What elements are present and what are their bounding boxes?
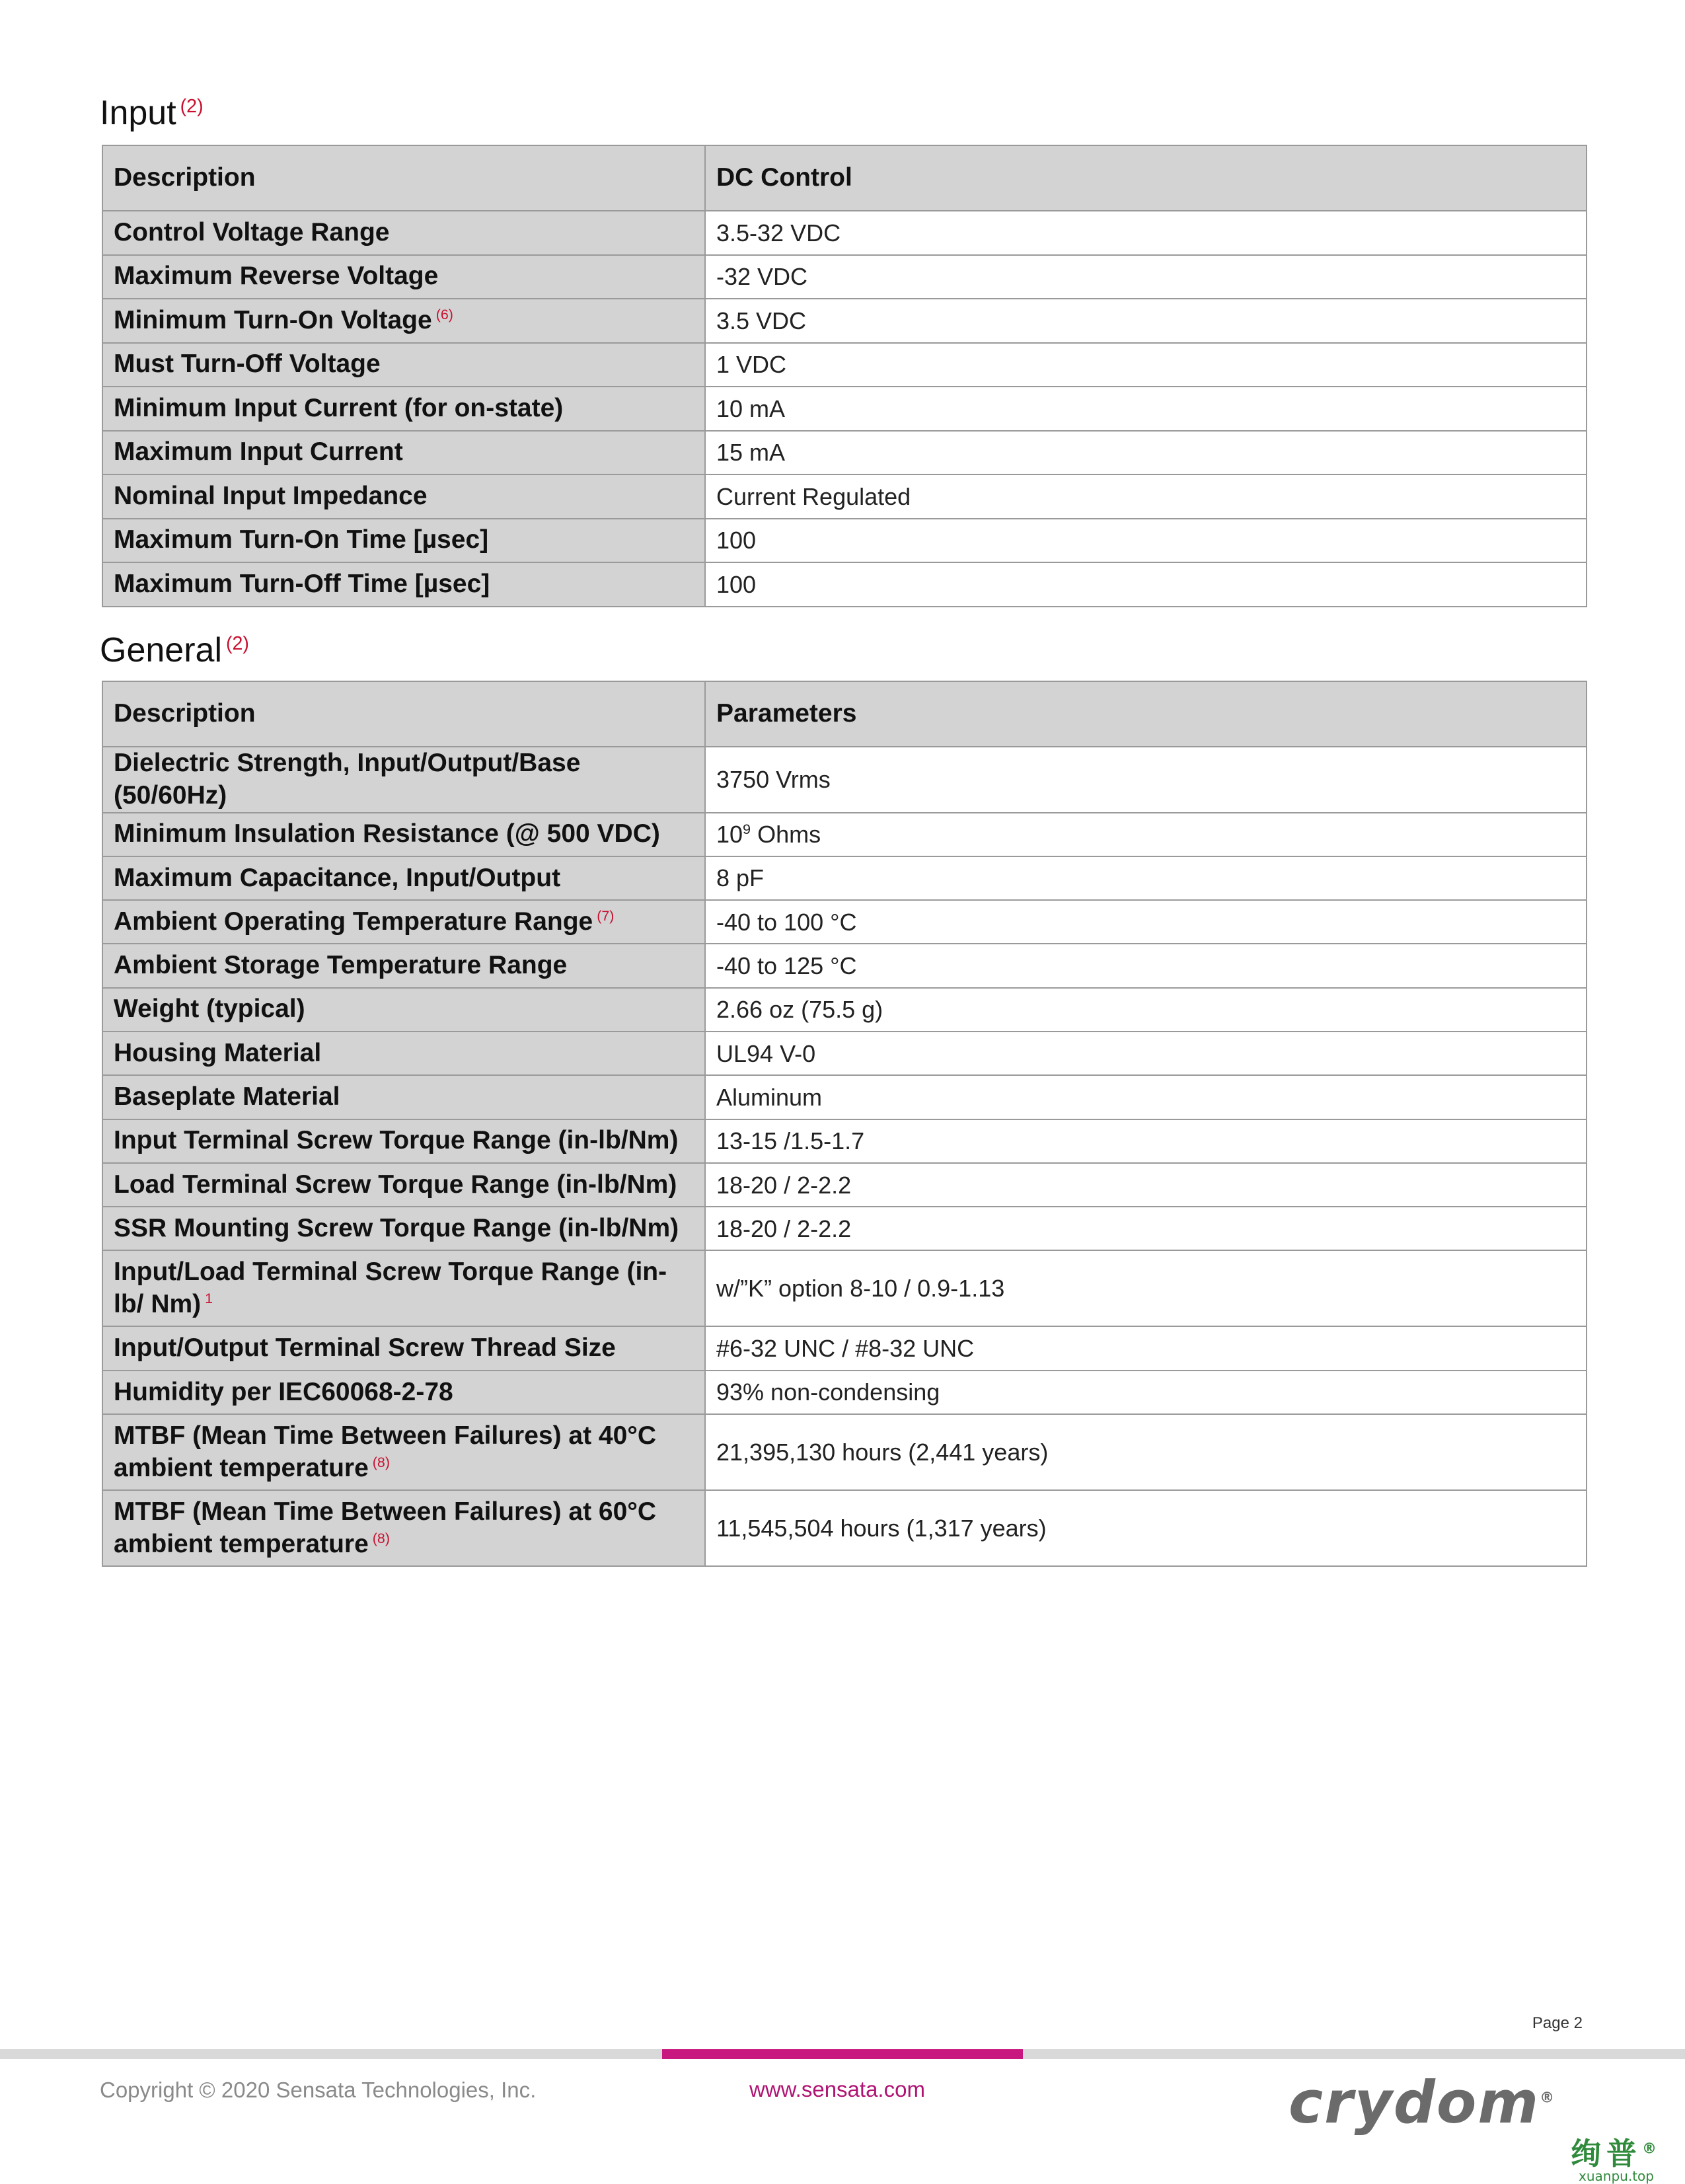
row-value bbox=[705, 944, 1587, 987]
input-title-note: (2) bbox=[180, 95, 204, 117]
footnote-ref: (8) bbox=[372, 1454, 390, 1470]
row-label: Maximum Input Current bbox=[114, 437, 403, 467]
row-label: Housing Material bbox=[114, 1038, 322, 1067]
table-row bbox=[102, 562, 1587, 607]
row-value bbox=[705, 387, 1587, 431]
row-label: MTBF (Mean Time Between Failures) at 40°C ambient temperature bbox=[114, 1421, 657, 1482]
row-label: Ambient Storage Temperature Range bbox=[114, 951, 568, 980]
row-description bbox=[102, 474, 705, 519]
value-text: 11,545,504 hours (1,317 years) bbox=[716, 1515, 1047, 1542]
value-text: Current Regulated bbox=[716, 482, 911, 510]
table-row bbox=[102, 519, 1587, 563]
row-label: Minimum Turn-On Voltage bbox=[114, 305, 432, 334]
row-value bbox=[705, 1371, 1587, 1414]
row-description bbox=[102, 900, 705, 944]
table-row bbox=[102, 1032, 1587, 1075]
row-label: Maximum Capacitance, Input/Output bbox=[114, 863, 561, 892]
general-spec-table bbox=[102, 681, 1587, 1567]
table-row bbox=[102, 1207, 1587, 1250]
value-unit: Ohms bbox=[751, 821, 821, 848]
value-text: 100 bbox=[716, 527, 757, 554]
general-section-title: General $^{(2)}$ bbox=[100, 631, 249, 669]
row-description bbox=[102, 944, 705, 987]
table-row bbox=[102, 944, 1587, 987]
row-value bbox=[705, 299, 1587, 343]
table-row bbox=[102, 1163, 1587, 1207]
row-label: Ambient Operating Temperature Range bbox=[114, 907, 593, 936]
row-label: MTBF (Mean Time Between Failures) at 60°C ambient temperature bbox=[114, 1497, 657, 1558]
table-row bbox=[102, 474, 1587, 519]
table-row bbox=[102, 1371, 1587, 1414]
header-parameters: Parameters bbox=[705, 681, 1587, 747]
row-value bbox=[705, 1075, 1587, 1119]
value-text: Aluminum bbox=[716, 1083, 823, 1111]
row-label: Maximum Turn-Off Time [µsec] bbox=[114, 569, 490, 598]
row-label: Maximum Turn-On Time [µsec] bbox=[114, 525, 489, 554]
row-label: Control Voltage Range bbox=[114, 217, 390, 246]
table-row bbox=[102, 255, 1587, 299]
row-value bbox=[705, 1490, 1587, 1566]
value-text: #6-32 UNC / #8-32 UNC bbox=[716, 1335, 975, 1363]
value-text: 15 mA bbox=[716, 439, 786, 467]
page-number: Page 2 bbox=[1532, 2014, 1583, 2032]
row-value bbox=[705, 747, 1587, 813]
value-text: 18-20 / 2-2.2 bbox=[716, 1215, 852, 1242]
table-row bbox=[102, 856, 1587, 900]
row-value bbox=[705, 1414, 1587, 1490]
value-text: 8 pF bbox=[716, 864, 765, 892]
table-row bbox=[102, 387, 1587, 431]
row-label: Input/Output Terminal Screw Thread Size bbox=[114, 1334, 616, 1363]
row-description bbox=[102, 519, 705, 563]
table-row bbox=[102, 1075, 1587, 1119]
row-value bbox=[705, 1032, 1587, 1075]
row-description bbox=[102, 856, 705, 900]
value-text: 3.5 VDC bbox=[716, 307, 807, 334]
value-text: 10 mA bbox=[716, 395, 786, 422]
value-text: 93% non-condensing bbox=[716, 1378, 940, 1406]
row-description bbox=[102, 988, 705, 1032]
row-value bbox=[705, 431, 1587, 475]
header-description: Description bbox=[102, 145, 705, 211]
header-description: Description bbox=[102, 681, 705, 747]
table-row bbox=[102, 1250, 1587, 1326]
table-row bbox=[102, 1414, 1587, 1490]
value-text: 100 bbox=[716, 570, 757, 598]
table-row bbox=[102, 900, 1587, 944]
row-description bbox=[102, 1075, 705, 1119]
footer-accent-bar bbox=[662, 2049, 1023, 2059]
row-label: Input/Load Terminal Screw Torque Range (in-lb/ Nm) bbox=[114, 1258, 667, 1318]
row-description bbox=[102, 1032, 705, 1075]
row-value bbox=[705, 988, 1587, 1032]
xuanpu-watermark: 绚普® xuanpu.top bbox=[1571, 2136, 1662, 2184]
row-description bbox=[102, 1490, 705, 1566]
value-text: 10 bbox=[716, 821, 743, 848]
general-title-note: (2) bbox=[226, 632, 249, 654]
value-text: UL94 V-0 bbox=[716, 1039, 816, 1067]
table-row bbox=[102, 1119, 1587, 1163]
table-row bbox=[102, 1326, 1587, 1370]
row-label: Baseplate Material bbox=[114, 1082, 340, 1111]
table-row bbox=[102, 988, 1587, 1032]
row-value bbox=[705, 1119, 1587, 1163]
row-label: Minimum Input Current (for on-state) bbox=[114, 393, 564, 422]
row-value bbox=[705, 562, 1587, 607]
row-label: SSR Mounting Screw Torque Range (in-lb/Nm) bbox=[114, 1213, 679, 1242]
row-label: Input Terminal Screw Torque Range (in-lb/Nm) bbox=[114, 1126, 679, 1155]
row-value bbox=[705, 255, 1587, 299]
value-text: 2.66 oz (75.5 g) bbox=[716, 996, 883, 1024]
row-description bbox=[102, 1207, 705, 1250]
row-description bbox=[102, 211, 705, 255]
copyright-text: Copyright © 2020 Sensata Technologies, Inc. bbox=[100, 2078, 537, 2102]
crydom-logo: crydom® bbox=[1289, 2068, 1556, 2136]
value-text: 3.5-32 VDC bbox=[716, 219, 841, 246]
row-label: Humidity per IEC60068-2-78 bbox=[114, 1377, 453, 1406]
value-text: -40 to 125 °C bbox=[716, 952, 857, 980]
value-exponent: 9 bbox=[743, 821, 751, 838]
row-description bbox=[102, 1326, 705, 1370]
row-description bbox=[102, 562, 705, 607]
row-label: Maximum Reverse Voltage bbox=[114, 262, 439, 291]
row-description bbox=[102, 1414, 705, 1490]
value-text: -32 VDC bbox=[716, 263, 808, 291]
row-description bbox=[102, 299, 705, 343]
table-row bbox=[102, 813, 1587, 856]
row-label: Minimum Insulation Resistance (@ 500 VDC) bbox=[114, 819, 660, 848]
registered-mark: ® bbox=[1540, 2090, 1556, 2107]
row-description bbox=[102, 1163, 705, 1207]
table-header-row bbox=[102, 681, 1587, 747]
row-description bbox=[102, 1119, 705, 1163]
row-label: Must Turn-Off Voltage bbox=[114, 350, 381, 379]
row-description bbox=[102, 1371, 705, 1414]
value-text: 18-20 / 2-2.2 bbox=[716, 1171, 852, 1199]
table-row bbox=[102, 299, 1587, 343]
value-text: 1 VDC bbox=[716, 351, 787, 379]
row-description bbox=[102, 255, 705, 299]
row-description bbox=[102, 813, 705, 856]
row-value bbox=[705, 1163, 1587, 1207]
row-value bbox=[705, 900, 1587, 944]
row-value bbox=[705, 1207, 1587, 1250]
row-description bbox=[102, 343, 705, 387]
value-text: 13-15 /1.5-1.7 bbox=[716, 1127, 865, 1155]
row-label: Dielectric Strength, Input/Output/Base (50/60Hz) bbox=[114, 749, 581, 810]
row-value bbox=[705, 343, 1587, 387]
row-description bbox=[102, 747, 705, 813]
input-spec-table bbox=[102, 145, 1587, 607]
row-value bbox=[705, 813, 1587, 856]
footnote-ref: 1 bbox=[205, 1290, 213, 1306]
table-row bbox=[102, 747, 1587, 813]
value-text: 21,395,130 hours (2,441 years) bbox=[716, 1439, 1049, 1466]
footnote-ref: (8) bbox=[372, 1530, 390, 1546]
footnote-ref: (7) bbox=[597, 907, 615, 924]
row-label: Load Terminal Screw Torque Range (in-lb/Nm) bbox=[114, 1170, 677, 1199]
header-dc-control: DC Control bbox=[705, 145, 1587, 211]
row-description bbox=[102, 431, 705, 475]
row-label: Weight (typical) bbox=[114, 995, 305, 1024]
value-text: 3750 Vrms bbox=[716, 766, 831, 794]
row-value bbox=[705, 1250, 1587, 1326]
table-row bbox=[102, 1490, 1587, 1566]
table-header-row bbox=[102, 145, 1587, 211]
footnote-ref: (6) bbox=[435, 306, 453, 322]
row-description bbox=[102, 387, 705, 431]
row-value bbox=[705, 519, 1587, 563]
row-value bbox=[705, 211, 1587, 255]
table-row bbox=[102, 211, 1587, 255]
table-row bbox=[102, 343, 1587, 387]
table-row bbox=[102, 431, 1587, 475]
value-text: w/”K” option 8-10 / 0.9-1.13 bbox=[716, 1275, 1005, 1302]
row-value bbox=[705, 1326, 1587, 1370]
row-label: Nominal Input Impedance bbox=[114, 481, 428, 510]
row-value bbox=[705, 474, 1587, 519]
input-section-title: Input $^{(2)}$ bbox=[100, 94, 204, 132]
row-value bbox=[705, 856, 1587, 900]
row-description bbox=[102, 1250, 705, 1326]
website-link[interactable]: www.sensata.com bbox=[749, 2077, 925, 2101]
value-text: -40 to 100 °C bbox=[716, 908, 857, 936]
